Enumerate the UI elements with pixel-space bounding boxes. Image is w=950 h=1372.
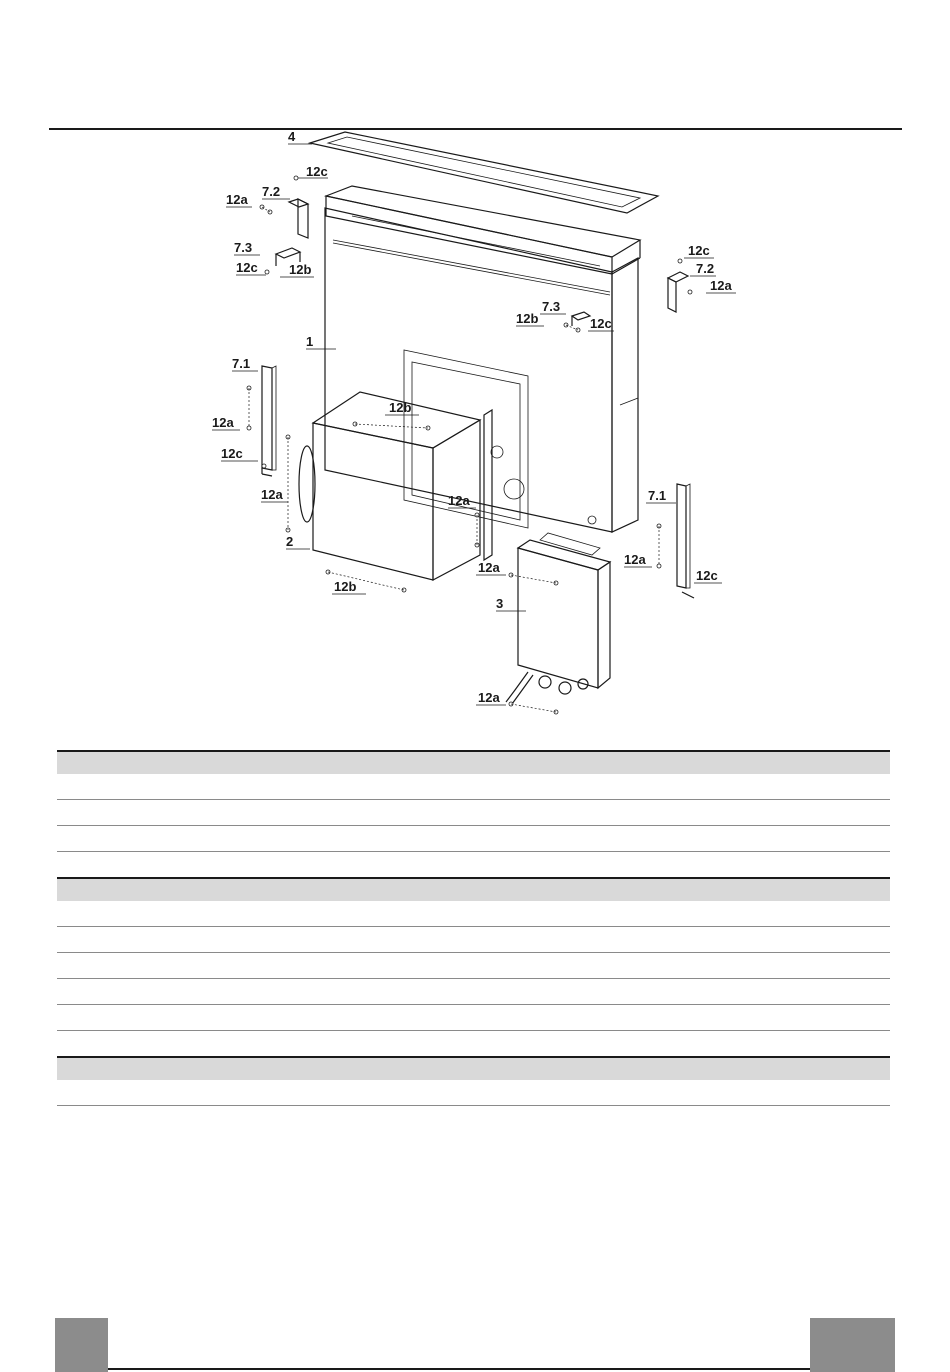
callout-7-1: 7.1 [232, 356, 251, 371]
callout-4: 4 [288, 129, 296, 144]
table-header-row [57, 750, 890, 774]
parts-table-3 [57, 1056, 890, 1106]
callout-12b: 12b [389, 400, 412, 415]
part-1-main-body [325, 208, 638, 532]
bracket-7-1-left [262, 366, 276, 476]
part-2-fan-box [299, 392, 492, 580]
table-row [57, 927, 890, 953]
footer-rule [108, 1368, 810, 1370]
callout-7-1: 7.1 [648, 488, 667, 503]
parts-table-1 [57, 750, 890, 852]
callout-7-2: 7.2 [696, 261, 715, 276]
table-row [57, 979, 890, 1005]
callout-12a: 12a [261, 487, 283, 502]
callout-12b: 12b [334, 579, 357, 594]
bracket-7-2-right [668, 272, 688, 312]
table-row [57, 826, 890, 852]
part-3-control-box [506, 533, 610, 704]
table-row [57, 774, 890, 800]
callout-12a: 12a [478, 560, 500, 575]
callout-7-3: 7.3 [542, 299, 561, 314]
table-row [57, 901, 890, 927]
callout-labels [212, 129, 732, 705]
callout-12c: 12c [221, 446, 243, 461]
callout-12a: 12a [226, 192, 248, 207]
bracket-7-1-right [677, 484, 694, 598]
callout-12c: 12c [236, 260, 258, 275]
footer-page-block-left [55, 1318, 108, 1372]
footer-page-block-right [810, 1318, 895, 1372]
callout-2: 2 [286, 534, 294, 549]
callout-12c: 12c [688, 243, 710, 258]
callout-7-3: 7.3 [234, 240, 253, 255]
bracket-7-3-center [572, 312, 590, 326]
part-4-top-frame [310, 132, 658, 213]
table-row [57, 1080, 890, 1106]
callout-12a: 12a [478, 690, 500, 705]
bracket-7-2-left [289, 199, 308, 238]
callout-7-2: 7.2 [262, 184, 281, 199]
callout-12c: 12c [590, 316, 612, 331]
callout-12a: 12a [710, 278, 732, 293]
screws [247, 176, 692, 714]
callout-12b: 12b [516, 311, 539, 326]
callout-3: 3 [496, 596, 504, 611]
callout-12a: 12a [624, 552, 646, 567]
table-row [57, 1005, 890, 1031]
callout-12a: 12a [212, 415, 234, 430]
table-row [57, 953, 890, 979]
table-row [57, 800, 890, 826]
callout-12b: 12b [289, 262, 312, 277]
callout-12a: 12a [448, 493, 470, 508]
callout-1: 1 [306, 334, 314, 349]
callout-12c: 12c [306, 164, 328, 179]
table-header-row [57, 1056, 890, 1080]
table-header-row [57, 877, 890, 901]
parts-table-2 [57, 877, 890, 1031]
control-strip [326, 186, 640, 274]
callout-12c: 12c [696, 568, 718, 583]
